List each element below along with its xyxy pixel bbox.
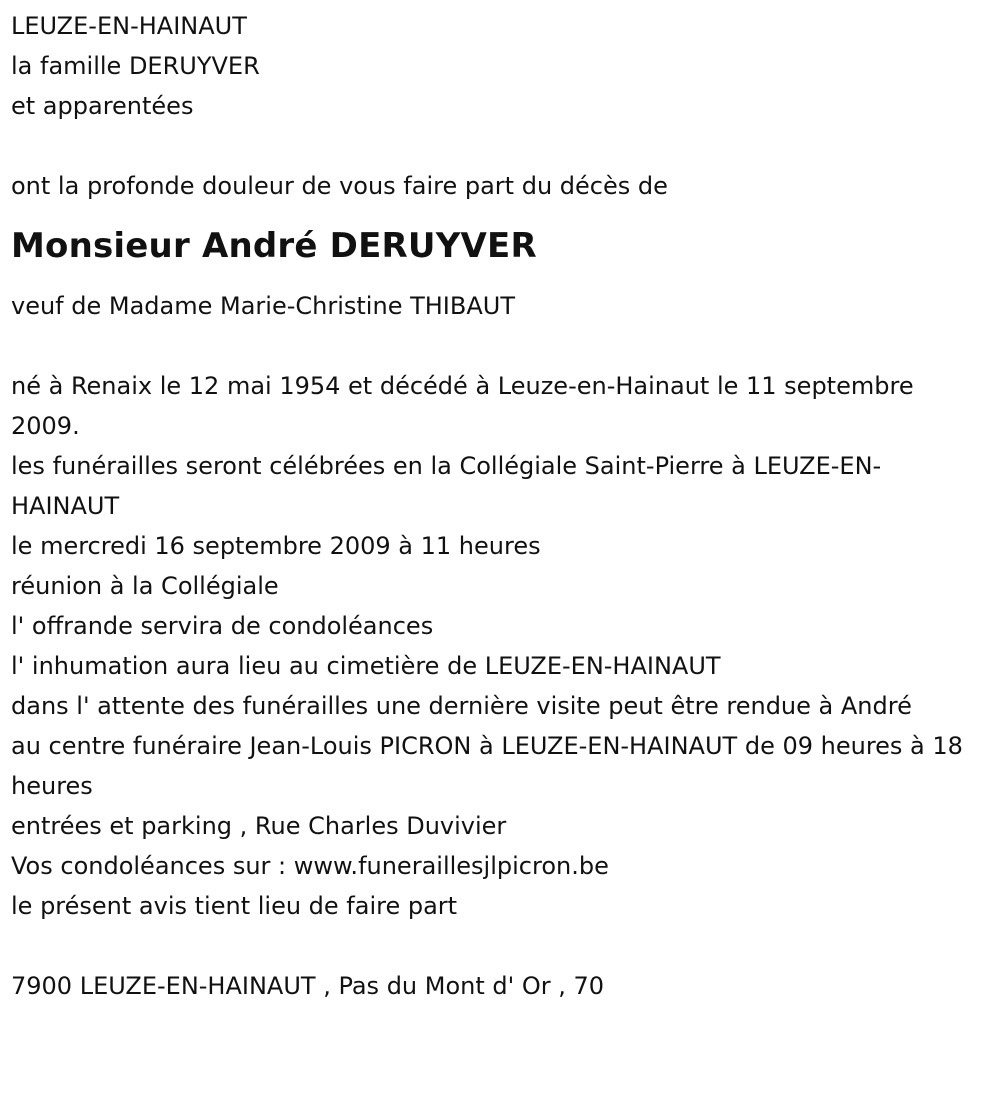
deceased-name: Monsieur André DERUYVER	[11, 226, 537, 266]
spouse-text: veuf de Madame Marie-Christine THIBAUT	[11, 292, 515, 320]
detail-condolences-website: Vos condoléances sur : www.funeraillesjlpicron.be	[11, 852, 609, 880]
spacer	[11, 326, 969, 366]
detail-burial: l' inhumation aura lieu au cimetière de LEUZE-EN-HAINAUT	[11, 652, 721, 680]
detail-parking: entrées et parking , Rue Charles Duvivier	[11, 812, 507, 840]
announcement-text: ont la profonde douleur de vous faire part du décès de	[11, 172, 668, 200]
detail-funeral-location: les funérailles seront célébrées en la Collégiale Saint-Pierre à LEUZE-EN-HAINAUT	[11, 452, 882, 520]
detail-birth-death: né à Renaix le 12 mai 1954 et décédé à Leuze-en-Hainaut le 11 septembre 2009.	[11, 372, 914, 440]
spacer	[11, 926, 969, 966]
header-city: LEUZE-EN-HAINAUT	[11, 12, 247, 40]
detail-notice-statement: le présent avis tient lieu de faire part	[11, 892, 458, 920]
detail-funeral-date: le mercredi 16 septembre 2009 à 11 heures	[11, 532, 541, 560]
detail-offering: l' offrande servira de condoléances	[11, 612, 434, 640]
spacer	[11, 126, 969, 166]
detail-funeral-center: au centre funéraire Jean-Louis PICRON à LEUZE-EN-HAINAUT de 09 heures à 18 heures	[11, 732, 963, 800]
header-relatives: et apparentées	[11, 92, 194, 120]
detail-meeting: réunion à la Collégiale	[11, 572, 279, 600]
detail-last-visit: dans l' attente des funérailles une dernière visite peut être rendue à André	[11, 692, 912, 720]
address-text: 7900 LEUZE-EN-HAINAUT , Pas du Mont d' Or , 70	[11, 972, 605, 1000]
header-family: la famille DERUYVER	[11, 52, 260, 80]
